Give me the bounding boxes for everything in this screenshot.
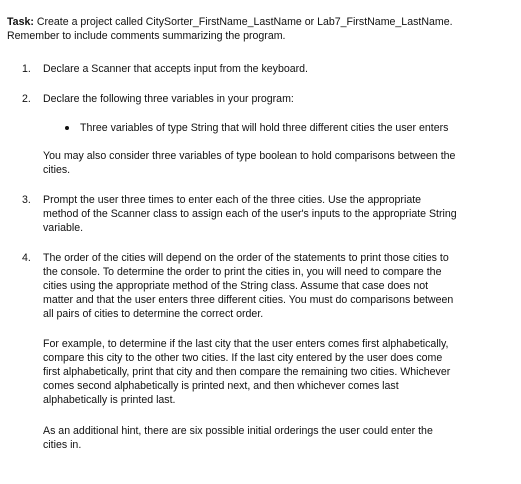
task-text: Create a project called CitySorter_FirstName_LastName or Lab7_FirstName_LastName. — [36, 16, 453, 28]
note-line: You may also consider three variables of type boolean to hold comparisons between the — [43, 150, 456, 162]
text-line: method of the Scanner class to assign each of the user's inputs to the appropriate String — [43, 208, 457, 220]
item-text — [43, 251, 492, 321]
task-label: Task: — [7, 16, 34, 28]
item-4-example-paragraph — [43, 337, 483, 407]
task-line-1 — [7, 15, 507, 29]
list-item-2 — [22, 92, 492, 106]
bullet-dot — [65, 126, 69, 130]
item-text — [43, 193, 492, 235]
text-line: cities using the appropriate method of the String class. Assume that case does not — [43, 280, 429, 292]
text-line: As an additional hint, there are six possible initial orderings the user could enter the — [43, 425, 433, 437]
text-line: first alphabetically, print that city and then compare the remaining two cities. Whichever — [43, 366, 451, 378]
text-line: Prompt the user three times to enter each of the three cities. Use the appropriate — [43, 194, 422, 206]
text-line: matter and that the user enters three different cities. You must do comparisons between — [43, 294, 454, 306]
text-line: alphabetically is printed last. — [43, 394, 176, 406]
text-line: For example, to determine if the last city that the user enters comes first alphabetically, — [43, 338, 449, 350]
item-2-note — [43, 149, 483, 177]
bullet-text: Three variables of type String that will hold three different cities the user enters — [80, 122, 449, 134]
text-line: the console. To determine the order to print the cities in, you will need to compare the — [43, 266, 442, 278]
bullet-item — [65, 121, 485, 135]
text-line: cities in. — [43, 439, 82, 451]
text-line: variable. — [43, 222, 84, 234]
text-line: comes second alphabetically is printed next, and then whichever comes last — [43, 380, 399, 392]
task-line-2: Remember to include comments summarizing the program. — [7, 30, 286, 42]
list-item-4 — [22, 251, 492, 321]
task-intro — [7, 15, 507, 43]
item-number: 1. — [22, 63, 31, 75]
item-text: Declare the following three variables in your program: — [43, 93, 294, 105]
note-line: cities. — [43, 164, 71, 176]
item-number: 3. — [22, 194, 31, 206]
item-4-hint-paragraph — [43, 424, 483, 452]
item-text: Declare a Scanner that accepts input from the keyboard. — [43, 63, 308, 75]
item-number: 4. — [22, 252, 31, 264]
text-line: The order of the cities will depend on the order of the statements to print those cities to — [43, 252, 449, 264]
list-item-3 — [22, 193, 492, 235]
text-line: all pairs of cities to determine the correct order. — [43, 308, 264, 320]
item-number: 2. — [22, 93, 31, 105]
text-line: compare this city to the other two cities. If the last city entered by the user does come — [43, 352, 443, 364]
list-item-1 — [22, 62, 492, 76]
